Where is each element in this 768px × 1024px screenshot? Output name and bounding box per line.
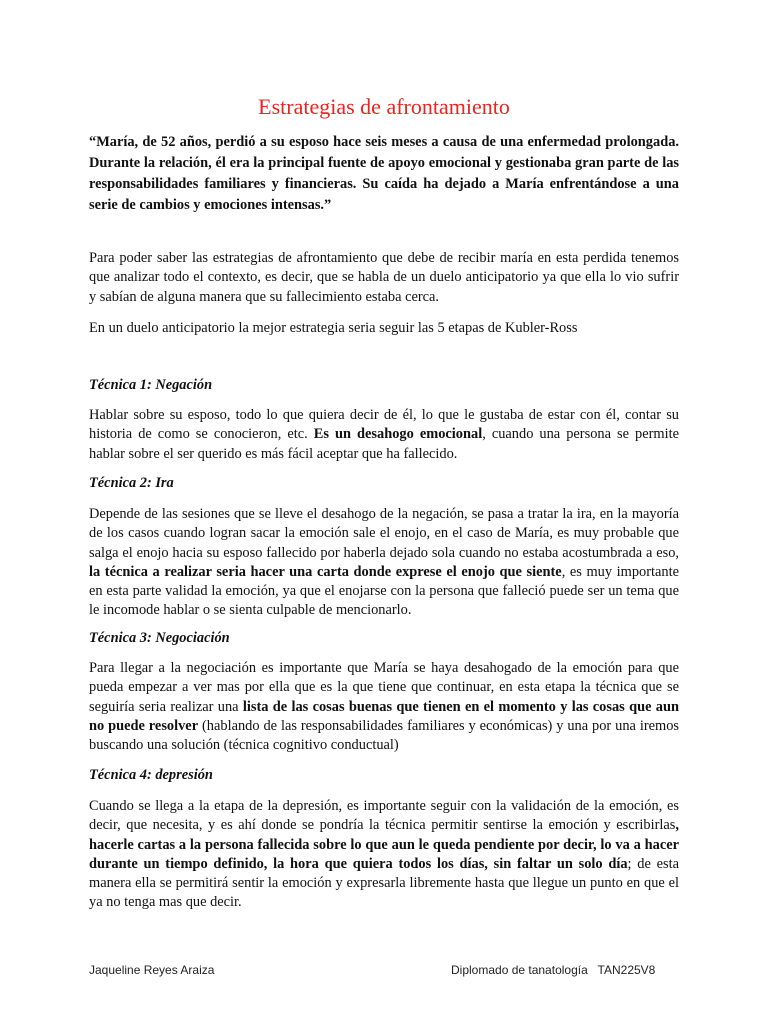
technique-3-heading: Técnica 3: Negociación	[89, 630, 230, 646]
footer-course: Diplomado de tanatología TAN225V8	[451, 963, 656, 977]
technique-2-text-a: Depende de las sesiones que se lleve el desahogo de la negación, se pasa a tratar la ira, en la mayoría de los casos cuando logran sacar la emoción sale el enojo, en el caso de María, es muy probable que salga el enojo hacia su esposo fallecido por haberla dejado sola cuando no estaba acostumbrada a eso,	[89, 506, 679, 561]
technique-3-paragraph	[89, 659, 679, 755]
technique-2-text-b: , es muy importante en esta parte validad la emoción, ya que el enojarse con la persona que falleció puede ser un tema que le incomode hablar o se sienta culpable de mencionarlo.	[89, 563, 679, 619]
case-quote: “María, de 52 años, perdió a su esposo hace seis meses a causa de una enfermedad prolongada. Durante la relación, él era la principal fuente de apoyo emocional y gestionaba gran parte de las responsabilidades familiares y financieras. Su caída ha dejado a María enfrentándose a una serie de cambios y emociones intensas.”	[89, 134, 679, 213]
technique-4-heading: Técnica 4: depresión	[89, 767, 213, 783]
intro-paragraph-2: En un duelo anticipatorio la mejor estrategia seria seguir las 5 etapas de Kubler-Ross	[89, 320, 578, 336]
technique-4-text-a: Cuando se llega a la etapa de la depresión, es importante seguir con la validación de la emoción, es decir, que necesita, y es ahí donde se pondría la técnica permitir sentirse la emoción y escribirlas	[89, 798, 679, 834]
technique-1-text-b: , cuando una persona se permite hablar sobre el ser querido es más fácil aceptar que ha fallecido.	[89, 426, 679, 462]
technique-4-text-b: ; de esta manera ella se permitirá sentir la emoción y expresarla libremente hasta que llegue un punto en que el ya no tenga mas que decir.	[89, 855, 679, 911]
technique-1-bold: Es un desahogo emocional	[313, 426, 483, 443]
technique-3-text-b: (hablando de las responsabilidades familiares y económicas) y una por una iremos buscando una solución (técnica cognitivo conductual)	[89, 717, 679, 754]
technique-1-heading: Técnica 1: Negación	[89, 377, 213, 393]
technique-3-bold: lista de las cosas buenas que tienen en el momento y las cosas que aun no puede resolver	[89, 698, 679, 734]
technique-1-paragraph	[89, 406, 679, 464]
technique-2-heading: Técnica 2: Ira	[89, 475, 174, 491]
intro-paragraph: Para poder saber las estrategias de afrontamiento que debe de recibir maría en esta perdida tenemos que analizar todo el contexto, es decir, que se habla de un duelo anticipatorio ya que ella lo vio sufrir y sabían de alguna manera que su fallecimiento estaba cerca.	[89, 250, 679, 305]
technique-3-text-a: Para llegar a la negociación es importante que María se haya desahogado de la emoción para que pueda empezar a ver mas por ella que es la que tiene que continuar, en esta etapa la técnica que se seguiría seria realizar una	[89, 660, 679, 715]
page-title: Estrategias de afrontamiento	[258, 94, 510, 119]
technique-2-paragraph	[89, 505, 679, 621]
technique-4-paragraph	[89, 797, 679, 913]
technique-4-bold: , hacerle cartas a la persona fallecida sobre lo que aun le queda pendiente por decir, lo va a hacer durante un tiempo definido, la hora que quiera todos los días, sin faltar un solo día	[89, 817, 679, 872]
technique-2-bold: la técnica a realizar seria hacer una carta donde exprese el enojo que siente	[89, 563, 562, 580]
technique-1-text-a: Hablar sobre su esposo, todo lo que quiera decir de él, lo que le gustaba de estar con él, contar su historia de como se conocieron, etc.	[89, 407, 679, 443]
footer-author: Jaqueline Reyes Araiza	[89, 963, 215, 977]
